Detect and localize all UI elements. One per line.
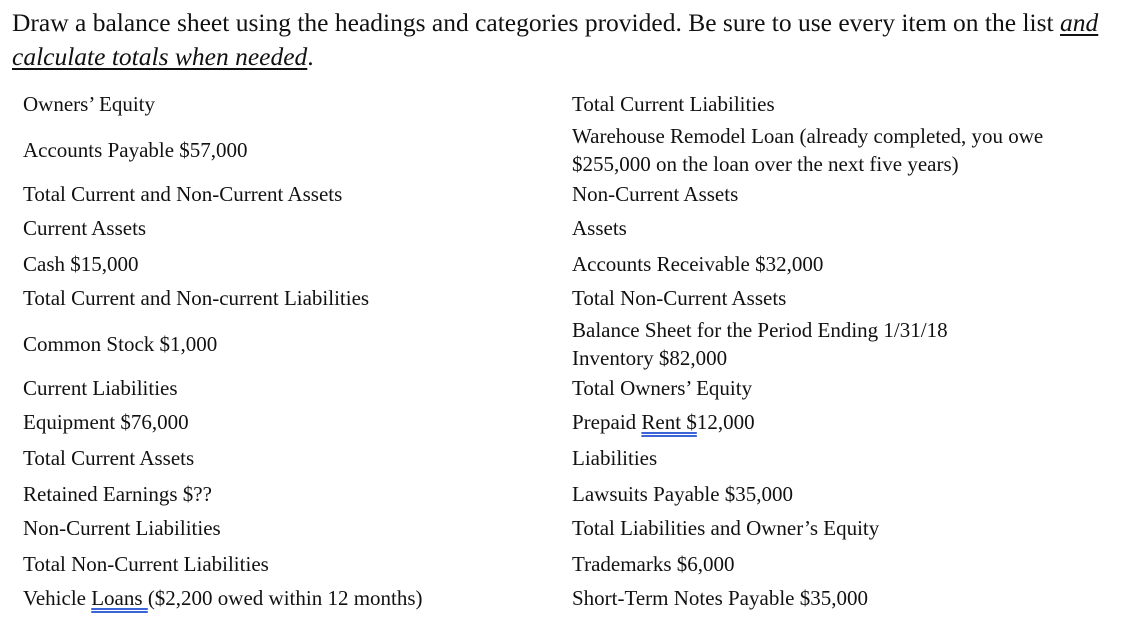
list-item-accounts-receivable: Accounts Receivable $32,000 [572, 252, 824, 276]
vehicle-loans-prefix: Vehicle [23, 586, 92, 610]
vehicle-loans-spellcheck-mark: Loans [91, 586, 148, 610]
list-item-total-owners-equity: Total Owners’ Equity [572, 376, 753, 400]
list-item-total-noncurrent-liabilities: Total Non-Current Liabilities [23, 552, 269, 576]
list-item-total-current-noncurrent-liabilities: Total Current and Non-current Liabilities [23, 286, 370, 310]
list-item-current-assets: Current Assets [23, 216, 147, 240]
list-item-total-current-assets: Total Current Assets [23, 446, 195, 470]
list-item-noncurrent-liabilities: Non-Current Liabilities [23, 516, 221, 540]
list-item-vehicle-loans [23, 584, 423, 612]
list-item-equipment: Equipment $76,000 [23, 410, 189, 434]
instructions-lead: Draw a balance sheet using the headings and categories provided. Be sure to use every item on the list [12, 8, 1061, 37]
list-item-owners-equity: Owners’ Equity [23, 92, 155, 116]
vehicle-loans-detail: ($2,200 owed within 12 months) [147, 586, 423, 610]
list-item-retained-earnings: Retained Earnings $?? [23, 482, 212, 506]
list-item-noncurrent-assets: Non-Current Assets [572, 182, 739, 206]
list-item-lawsuits-payable: Lawsuits Payable $35,000 [572, 482, 794, 506]
instructions-emphasis: and calculate totals when needed [12, 8, 1099, 71]
list-item-prepaid-rent [572, 408, 755, 436]
list-item-warehouse-remodel-loan: Warehouse Remodel Loan (already completed, you owe $255,000 on the loan over the next five years) [572, 124, 1044, 176]
list-item-total-current-noncurrent-assets: Total Current and Non-Current Assets [23, 182, 343, 206]
instructions-end: . [307, 42, 314, 71]
list-item-inventory: Inventory $82,000 [572, 346, 728, 370]
list-item-total-liabilities-owners-equity: Total Liabilities and Owner’s Equity [572, 516, 880, 540]
prepaid-rent-amount: 12,000 [696, 410, 755, 434]
list-item-assets: Assets [572, 216, 627, 240]
list-item-liabilities: Liabilities [572, 446, 658, 470]
list-item-current-liabilities: Current Liabilities [23, 376, 178, 400]
list-item-short-term-notes-payable: Short-Term Notes Payable $35,000 [572, 586, 868, 610]
list-item-accounts-payable: Accounts Payable $57,000 [23, 138, 248, 162]
list-item-trademarks: Trademarks $6,000 [572, 552, 735, 576]
list-item-total-noncurrent-assets: Total Non-Current Assets [572, 286, 787, 310]
list-item-common-stock: Common Stock $1,000 [23, 332, 218, 356]
list-item-balance-sheet-title: Balance Sheet for the Period Ending 1/31/18 [572, 318, 948, 342]
prepaid-rent-prefix: Prepaid [572, 410, 642, 434]
list-item-cash: Cash $15,000 [23, 252, 139, 276]
prepaid-rent-spellcheck-mark: Rent $ [641, 410, 697, 434]
list-item-total-current-liabilities: Total Current Liabilities [572, 92, 775, 116]
